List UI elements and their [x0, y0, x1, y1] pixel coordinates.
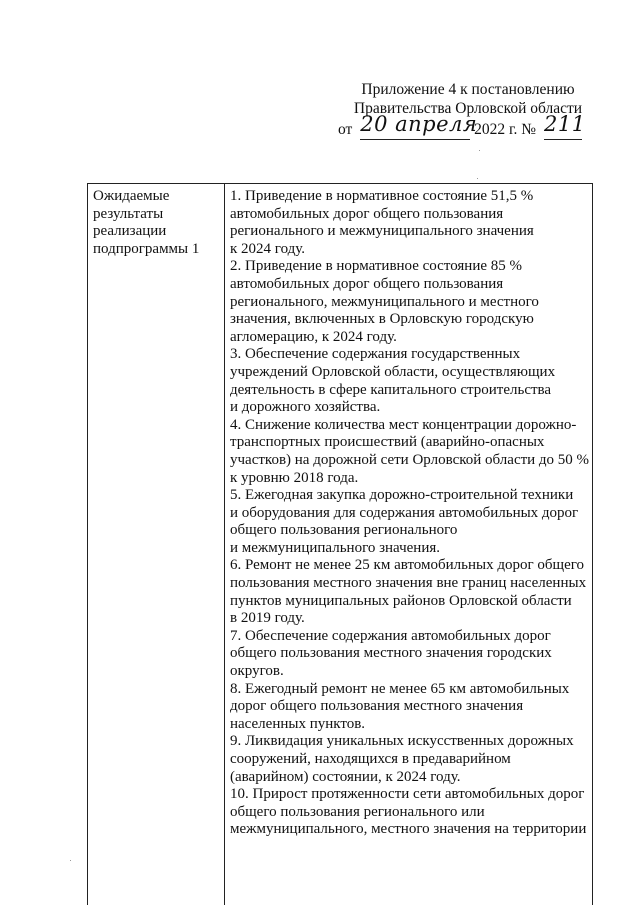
table-text-line: Ожидаемые	[93, 188, 170, 204]
appendix-title-line: Приложение 4 к постановлению	[361, 81, 575, 98]
table-text-line: значения, включенных в Орловскую городскую	[230, 311, 534, 328]
appendix-date-line	[338, 112, 598, 140]
results-table	[87, 183, 593, 905]
table-text-line: 7. Обеспечение содержания автомобильных дорог	[230, 627, 551, 644]
table-text-line: общего пользования регионального	[230, 522, 458, 539]
table-text-line: подпрограммы 1	[93, 240, 200, 257]
table-text-line: участков) на дорожной сети Орловской области до 50 %	[230, 451, 590, 468]
table-text-line: регионального и межмуниципального значения	[230, 223, 534, 240]
table-text-line: 10. Прирост протяженности сети автомобильных дорог	[230, 786, 585, 803]
table-text-line: пунктов муниципальных районов Орловской области	[230, 592, 572, 609]
table-text-line: результаты	[93, 205, 164, 222]
table-text-line: общего пользования регионального или	[230, 803, 485, 820]
handwritten-number: 211	[543, 112, 586, 136]
year-label: 2022 г. №	[474, 121, 537, 138]
table-text-line: 3. Обеспечение содержания государственных	[230, 346, 521, 363]
scan-speck	[479, 150, 480, 151]
table-text-line: 8. Ежегодный ремонт не менее 65 км автомобильных	[230, 680, 570, 697]
table-text-line: в 2019 году.	[230, 610, 305, 627]
table-text-line: реализации	[93, 223, 167, 240]
table-text-line: 5. Ежегодная закупка дорожно-строительной техники	[230, 487, 574, 504]
table-text-line: населенных пунктов.	[230, 715, 366, 732]
scan-speck	[477, 178, 478, 179]
appendix-issuer-line: Правительства Орловской области	[353, 100, 583, 117]
table-content-cell	[225, 184, 592, 905]
table-text-line: 6. Ремонт не менее 25 км автомобильных дорог общего	[230, 557, 585, 574]
table-text-line: 2. Приведение в нормативное состояние 85 %	[230, 258, 523, 275]
table-text-line: деятельность в сфере капитального строительства	[230, 381, 552, 398]
table-label-cell	[88, 184, 225, 905]
table-text-line: 9. Ликвидация уникальных искусственных дорожных	[230, 733, 574, 750]
table-text-line: и дорожного хозяйства.	[230, 399, 381, 416]
table-text-line: автомобильных дорог общего пользования	[230, 205, 504, 222]
table-text-line: 1. Приведение в нормативное состояние 51,5 %	[230, 188, 534, 204]
date-underline	[360, 112, 478, 140]
table-text-line: к уровню 2018 года.	[230, 469, 359, 486]
number-underline	[543, 112, 586, 140]
handwritten-date: 20 апреля	[360, 112, 478, 136]
table-text-line: дорог общего пользования местного значения	[230, 698, 524, 715]
table-text-line: и оборудования для содержания автомобильных дорог	[230, 504, 579, 521]
table-text-line: к 2024 году.	[230, 240, 306, 257]
table-text-line: межмуниципального, местного значения на территории	[230, 821, 587, 838]
table-text-line: и межмуниципального значения.	[230, 539, 441, 556]
appendix-header	[338, 80, 598, 140]
table-text-line: регионального, межмуниципального и местного	[230, 293, 539, 310]
table-text-line: автомобильных дорог общего пользования	[230, 275, 504, 292]
table-text-line: транспортных происшествий (аварийно-опасных	[230, 434, 545, 451]
from-label: от	[338, 121, 353, 138]
table-text-line: сооружений, находящихся в предаварийном	[230, 751, 511, 767]
table-text-line: агломерацию, к 2024 году.	[230, 328, 397, 345]
table-text-line: учреждений Орловской области, осуществляющих	[230, 363, 556, 380]
table-text-line: общего пользования местного значения городских	[230, 645, 552, 662]
scan-speck	[70, 860, 71, 861]
table-text-line: 4. Снижение количества мест концентрации дорожно-	[230, 416, 577, 433]
table-text-line: (аварийном) состоянии, к 2024 году.	[230, 768, 461, 785]
table-text-line: пользования местного значения вне границ населенных	[230, 575, 587, 592]
table-text-line: округов.	[230, 663, 284, 680]
